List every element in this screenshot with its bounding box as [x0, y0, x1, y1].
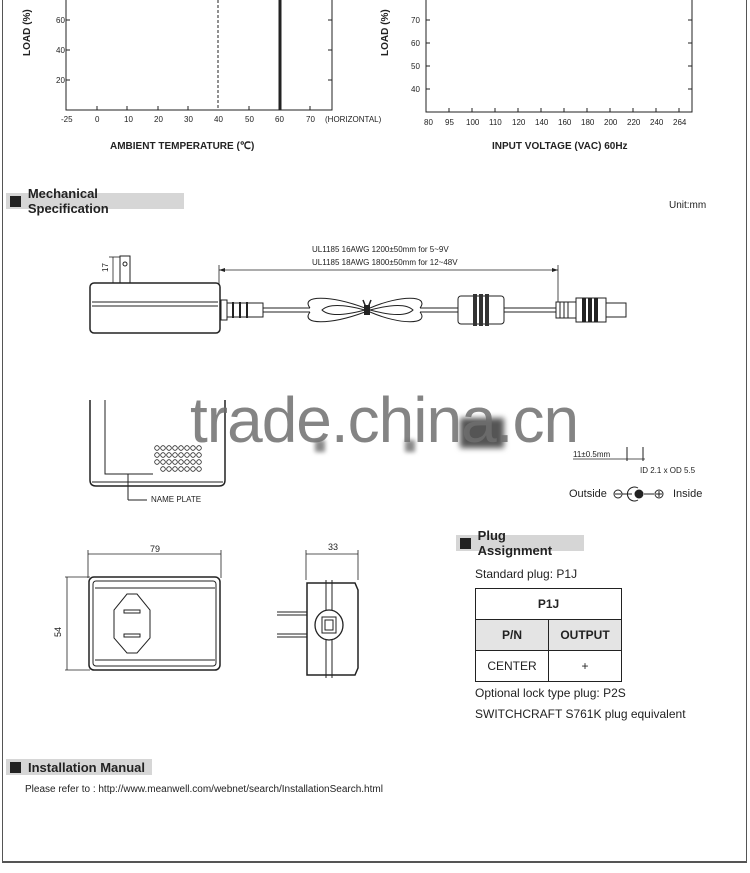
- plug-assignment-table: [475, 588, 622, 682]
- depth-dim-label: 33: [328, 542, 339, 552]
- x-tick: 95: [445, 118, 454, 127]
- installation-link-text[interactable]: Please refer to : http://www.meanwell.com/webnet/search/InstallationSearch.html: [25, 784, 383, 795]
- standard-plug-label: Standard plug: P1J: [475, 567, 578, 581]
- x-tick: -25: [61, 115, 73, 124]
- x-tick: 10: [124, 115, 133, 124]
- x-tick: 220: [627, 118, 641, 127]
- watermark: trade.china.cn: [190, 384, 579, 456]
- plug-dimension-label: ID 2.1 x OD 5.5: [640, 466, 696, 475]
- x-tick: 264: [673, 118, 687, 127]
- x-tick: 160: [558, 118, 572, 127]
- table-title: P1J: [476, 589, 622, 620]
- x-tick: 100: [466, 118, 480, 127]
- heading-text: Mechanical Specification: [27, 186, 109, 216]
- plug-length-label: 11±0.5mm: [573, 450, 611, 459]
- column-header-pn: P/N: [476, 620, 549, 651]
- x-tick: 240: [650, 118, 664, 127]
- adapter-front-side-drawing: [55, 540, 365, 680]
- static-plot-area: [420, 0, 700, 115]
- cell-output: +: [549, 651, 622, 682]
- mechanical-spec-heading: [6, 186, 184, 216]
- y-tick: 60: [411, 39, 420, 48]
- x-axis-suffix: (HORIZONTAL): [325, 115, 382, 124]
- x-tick: 140: [535, 118, 549, 127]
- x-axis-title: AMBIENT TEMPERATURE (℃): [110, 141, 255, 152]
- bullet-square-icon: [460, 538, 471, 549]
- bullet-square-icon: [10, 196, 21, 207]
- name-plate-label: NAME PLATE: [151, 495, 202, 504]
- plug-assignment-heading: [456, 528, 584, 558]
- table-row: [476, 651, 622, 682]
- x-tick: 40: [214, 115, 223, 124]
- installation-manual-heading: [6, 759, 152, 775]
- adapter-side-view-drawing: [80, 250, 680, 340]
- x-tick: 30: [184, 115, 193, 124]
- prong-height-dim: 17: [100, 263, 110, 272]
- x-tick: 0: [95, 115, 100, 124]
- x-tick: 70: [306, 115, 315, 124]
- equivalent-plug-label: SWITCHCRAFT S761K plug equivalent: [475, 707, 686, 721]
- x-tick: 110: [489, 118, 502, 127]
- polarity-outside-label: Outside: [569, 488, 607, 500]
- polarity-symbol-icon: [612, 485, 668, 503]
- column-header-output: OUTPUT: [549, 620, 622, 651]
- cable-spec-line-2: UL1185 18AWG 1800±50mm for 12~48V: [312, 258, 458, 267]
- heading-text: Installation Manual: [28, 759, 146, 775]
- x-tick: 180: [581, 118, 595, 127]
- y-tick: 20: [56, 76, 65, 85]
- height-dim-label: 54: [53, 626, 64, 638]
- optional-plug-label: Optional lock type plug: P2S: [475, 686, 626, 700]
- y-tick: 40: [56, 46, 65, 55]
- polarity-inside-label: Inside: [673, 488, 703, 500]
- unit-label: Unit:mm: [669, 200, 707, 211]
- width-dim-label: 79: [150, 544, 161, 554]
- y-axis-title: LOAD (%): [22, 9, 33, 56]
- y-tick: 60: [56, 16, 65, 25]
- x-tick: 60: [275, 115, 284, 124]
- y-tick: 40: [411, 85, 420, 94]
- x-axis-title: INPUT VOLTAGE (VAC) 60Hz: [492, 141, 628, 152]
- cell-pn: CENTER: [476, 651, 549, 682]
- x-tick: 200: [604, 118, 618, 127]
- derating-plot-area: [60, 0, 340, 115]
- x-tick: 80: [424, 118, 433, 127]
- y-tick: 50: [411, 62, 420, 71]
- x-tick: 20: [154, 115, 163, 124]
- y-tick: 70: [411, 16, 420, 25]
- y-axis-title: LOAD (%): [380, 9, 391, 56]
- x-tick: 50: [245, 115, 254, 124]
- cable-spec-line-1: UL1185 16AWG 1200±50mm for 5~9V: [312, 245, 449, 254]
- heading-text: Plug Assignment: [477, 528, 553, 558]
- bullet-square-icon: [10, 762, 21, 773]
- x-tick: 120: [512, 118, 526, 127]
